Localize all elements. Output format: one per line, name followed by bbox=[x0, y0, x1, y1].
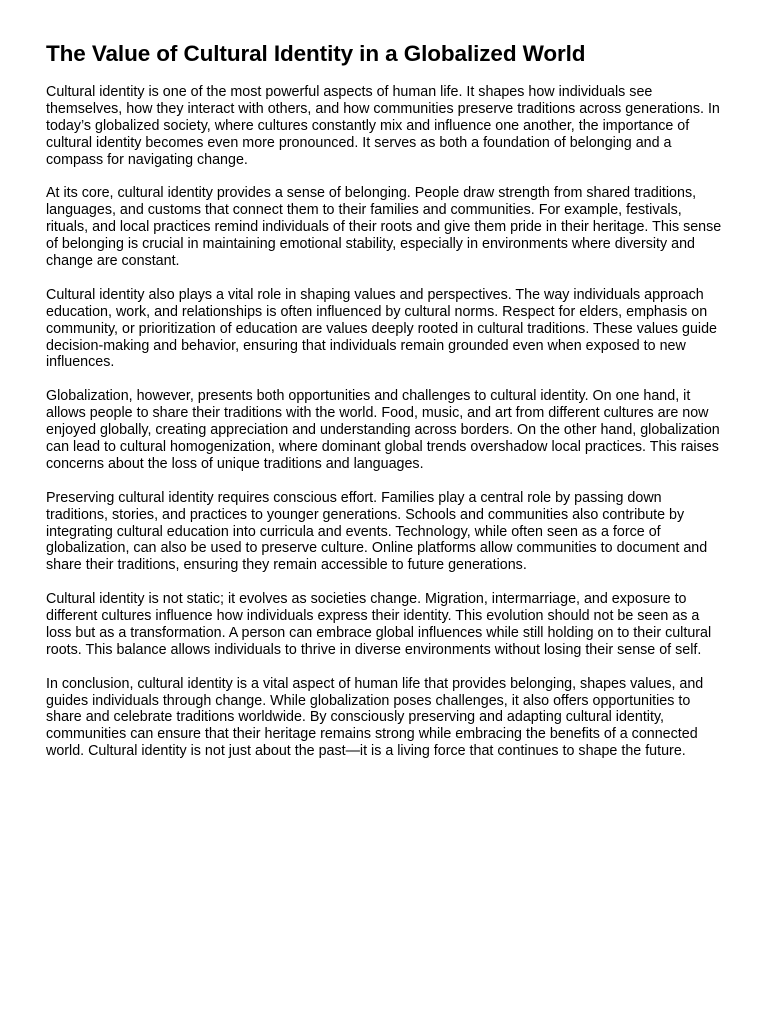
paragraph-belonging: At its core, cultural identity provides a sense of belonging. People draw strength from shared traditions, languages, and customs that connect them to their families and communities. For example, festivals, rituals, and local practices remind individuals of their roots and give them pride in their heritage. This sense of belonging is crucial in maintaining emotional stability, especially in environments where diversity and change are constant. bbox=[46, 185, 722, 270]
paragraph-conclusion: In conclusion, cultural identity is a vital aspect of human life that provides belonging, shapes values, and guides individuals through change. While globalization poses challenges, it also offers opportunities to share and celebrate traditions worldwide. By consciously preserving and adapting cultural identity, communities can ensure that their heritage remains strong while embracing the benefits of a connected world. Cultural identity is not just about the past—it is a living force that continues to shape the future. bbox=[46, 675, 704, 760]
document-page bbox=[46, 40, 724, 777]
paragraph-introduction: Cultural identity is one of the most powerful aspects of human life. It shapes how individuals see themselves, how they interact with others, and how communities preserve traditions across generations. In today’s globalized society, where cultures constantly mix and influence one another, the importance of cultural identity becomes even more pronounced. It serves as both a foundation of belonging and a compass for navigating change. bbox=[46, 84, 720, 168]
paragraph-preserving: Preserving cultural identity requires conscious effort. Families play a central role by passing down traditions, stories, and practices to younger generations. Schools and communities also contribute by integrating cultural education into curricula and events. Technology, while often seen as a force of globalization, can also be used to preserve culture. Online platforms allow communities to document and share their traditions, ensuring they remain accessible to future generations. bbox=[46, 489, 708, 574]
document-title: The Value of Cultural Identity in a Globalized World bbox=[46, 41, 586, 66]
paragraph-globalization: Globalization, however, presents both opportunities and challenges to cultural identity. On one hand, it allows people to share their traditions with the world. Food, music, and art from different cultures are now enjoyed globally, creating appreciation and understanding across borders. On the other hand, globalization can lead to cultural homogenization, where dominant global trends overshadow local practices. This raises concerns about the loss of unique traditions and languages. bbox=[46, 388, 720, 472]
paragraph-evolution: Cultural identity is not static; it evolves as societies change. Migration, intermarriage, and exposure to different cultures influence how individuals express their identity. This evolution should not be seen as a loss but as a transformation. A person can embrace global influences while still holding on to their cultural roots. This balance allows individuals to thrive in diverse environments without losing their sense of self. bbox=[46, 591, 712, 658]
paragraph-values: Cultural identity also plays a vital role in shaping values and perspectives. The way individuals approach education, work, and relationships is often influenced by cultural norms. Respect for elders, emphasis on community, or prioritization of education are values deeply rooted in cultural traditions. These values guide decision-making and behavior, ensuring that individuals remain grounded even when exposed to new influences. bbox=[46, 286, 717, 371]
